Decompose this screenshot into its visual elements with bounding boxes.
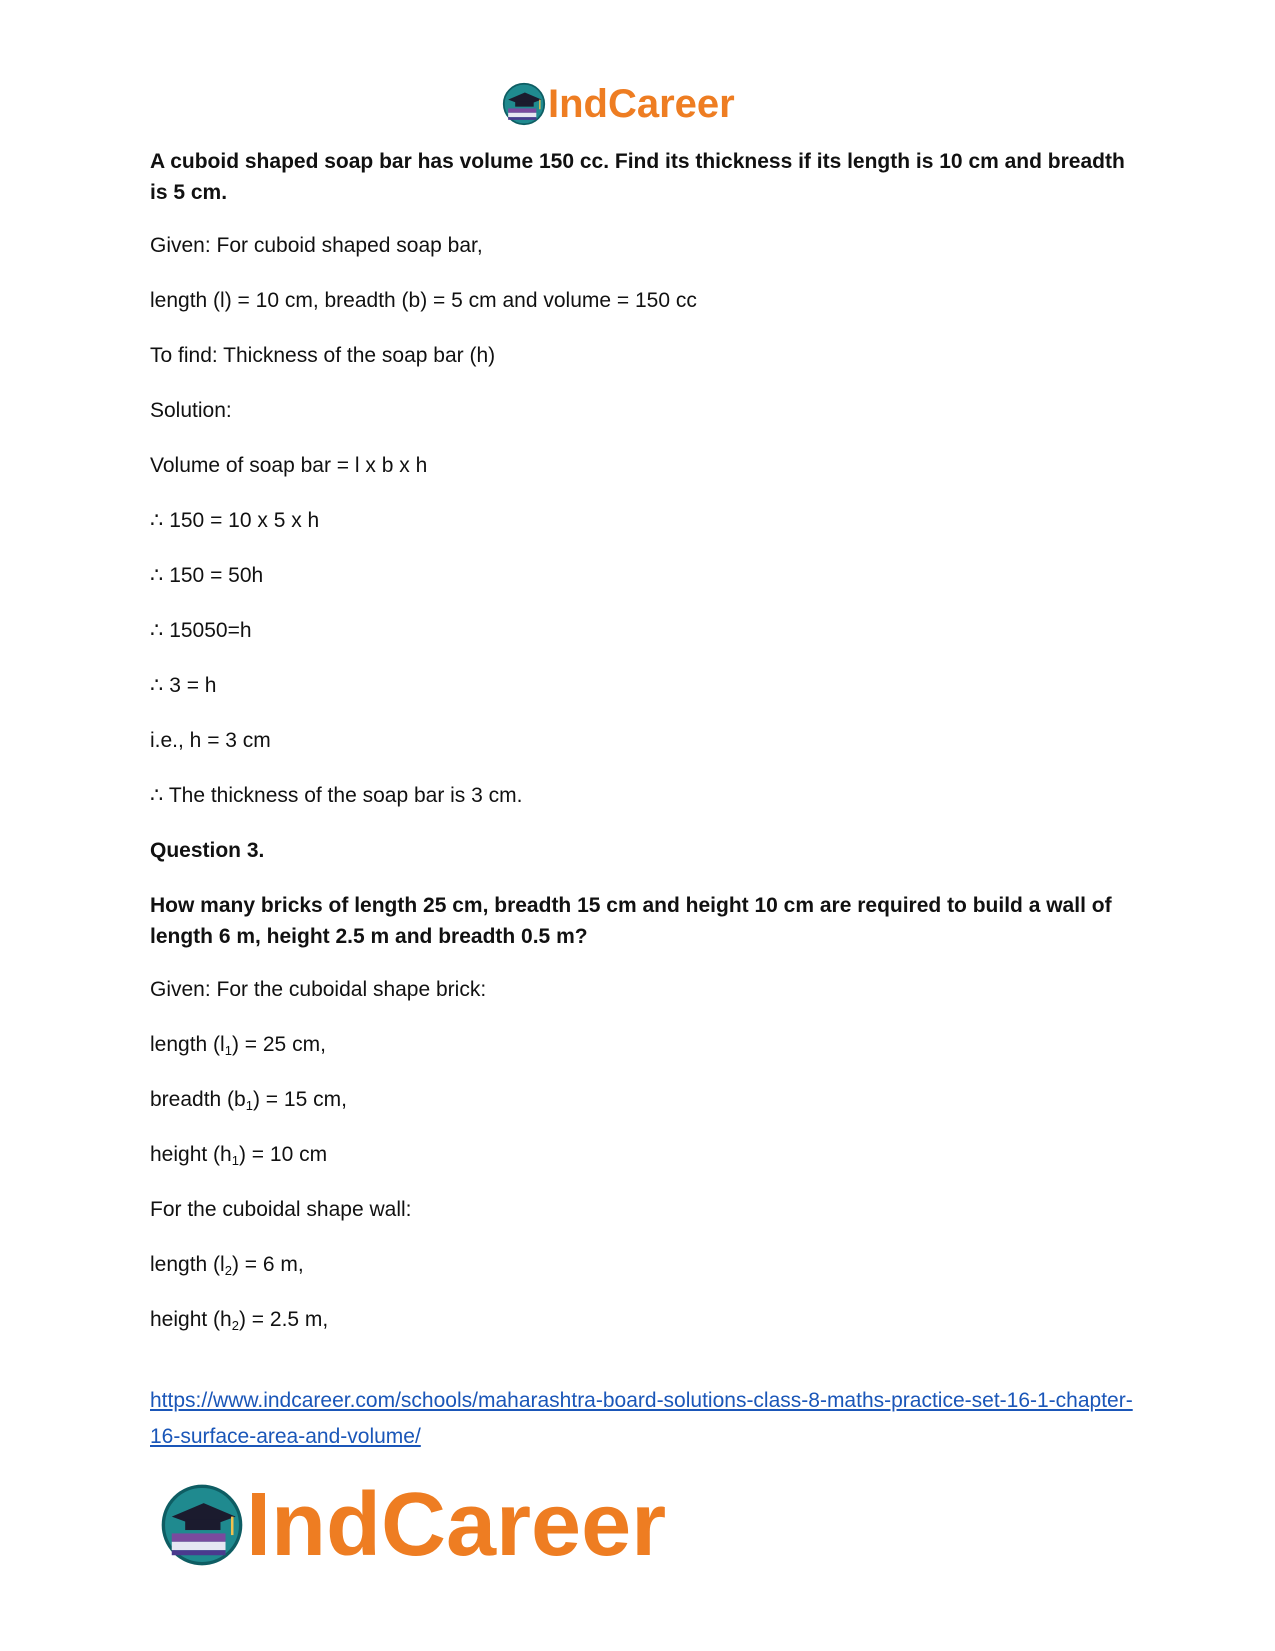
brick-length-line: length $(l_1) = 25$ cm, — [150, 1033, 326, 1058]
result-line: i.e., h = 3 cm — [150, 729, 271, 752]
given-values-line: length (l) = 10 cm, breadth (b) = 5 cm and volume = 150 cc — [150, 289, 697, 312]
to-find-line: To find: Thickness of the soap bar (h) — [150, 344, 496, 367]
brick-breadth-line: breadth $(b_1) = 15$ cm, — [150, 1088, 347, 1113]
wall-length-line: length $(l_2) = 6$ m, — [150, 1253, 304, 1278]
question-3-heading: Question 3. — [150, 839, 265, 862]
step-line: ∴ 150 = 50h — [150, 564, 264, 587]
given-brick-line: Given: For the cuboidal shape brick: — [150, 978, 487, 1001]
footer-logo — [160, 1470, 666, 1580]
conclusion-line: ∴ The thickness of the soap bar is 3 cm. — [150, 784, 523, 807]
source-url-link[interactable]: https://www.indcareer.com/schools/maharashtra-board-solutions-class-8-maths-practice-set-16-1-chapter-16-surface-area-and-volume/ — [150, 1389, 1133, 1448]
solution-label: Solution: — [150, 399, 232, 422]
wall-intro-line: For the cuboidal shape wall: — [150, 1198, 412, 1221]
step-line: ∴ 15050=h — [150, 619, 252, 642]
step-line: ∴ 150 = 10 x 5 x h — [150, 509, 320, 532]
wall-height-line: height $(h_2) = 2.5$ m, — [150, 1308, 329, 1333]
graduation-cap-book-icon — [160, 1483, 244, 1567]
given-line: Given: For cuboid shaped soap bar, — [150, 234, 483, 257]
question-3-prompt: How many bricks of length 25 cm, breadth 15 cm and height 10 cm are required to build a wall of length 6 m, height 2.5 m and breadth 0.5 m? — [150, 894, 1112, 948]
question-2-prompt: A cuboid shaped soap bar has volume 150 cc. Find its thickness if its length is 10 cm and breadth is 5 cm. — [150, 150, 1125, 204]
step-line: ∴ 3 = h — [150, 674, 217, 697]
brick-height-line: height $(h_1) = 10$ cm — [150, 1143, 328, 1168]
formula-line: Volume of soap bar = l x b x h — [150, 454, 428, 477]
document-body — [150, 146, 1135, 1359]
graduation-cap-book-icon — [502, 82, 546, 126]
header-logo — [502, 80, 735, 128]
logo-text: IndCareer — [548, 81, 735, 126]
logo-text: IndCareer — [246, 1474, 667, 1575]
